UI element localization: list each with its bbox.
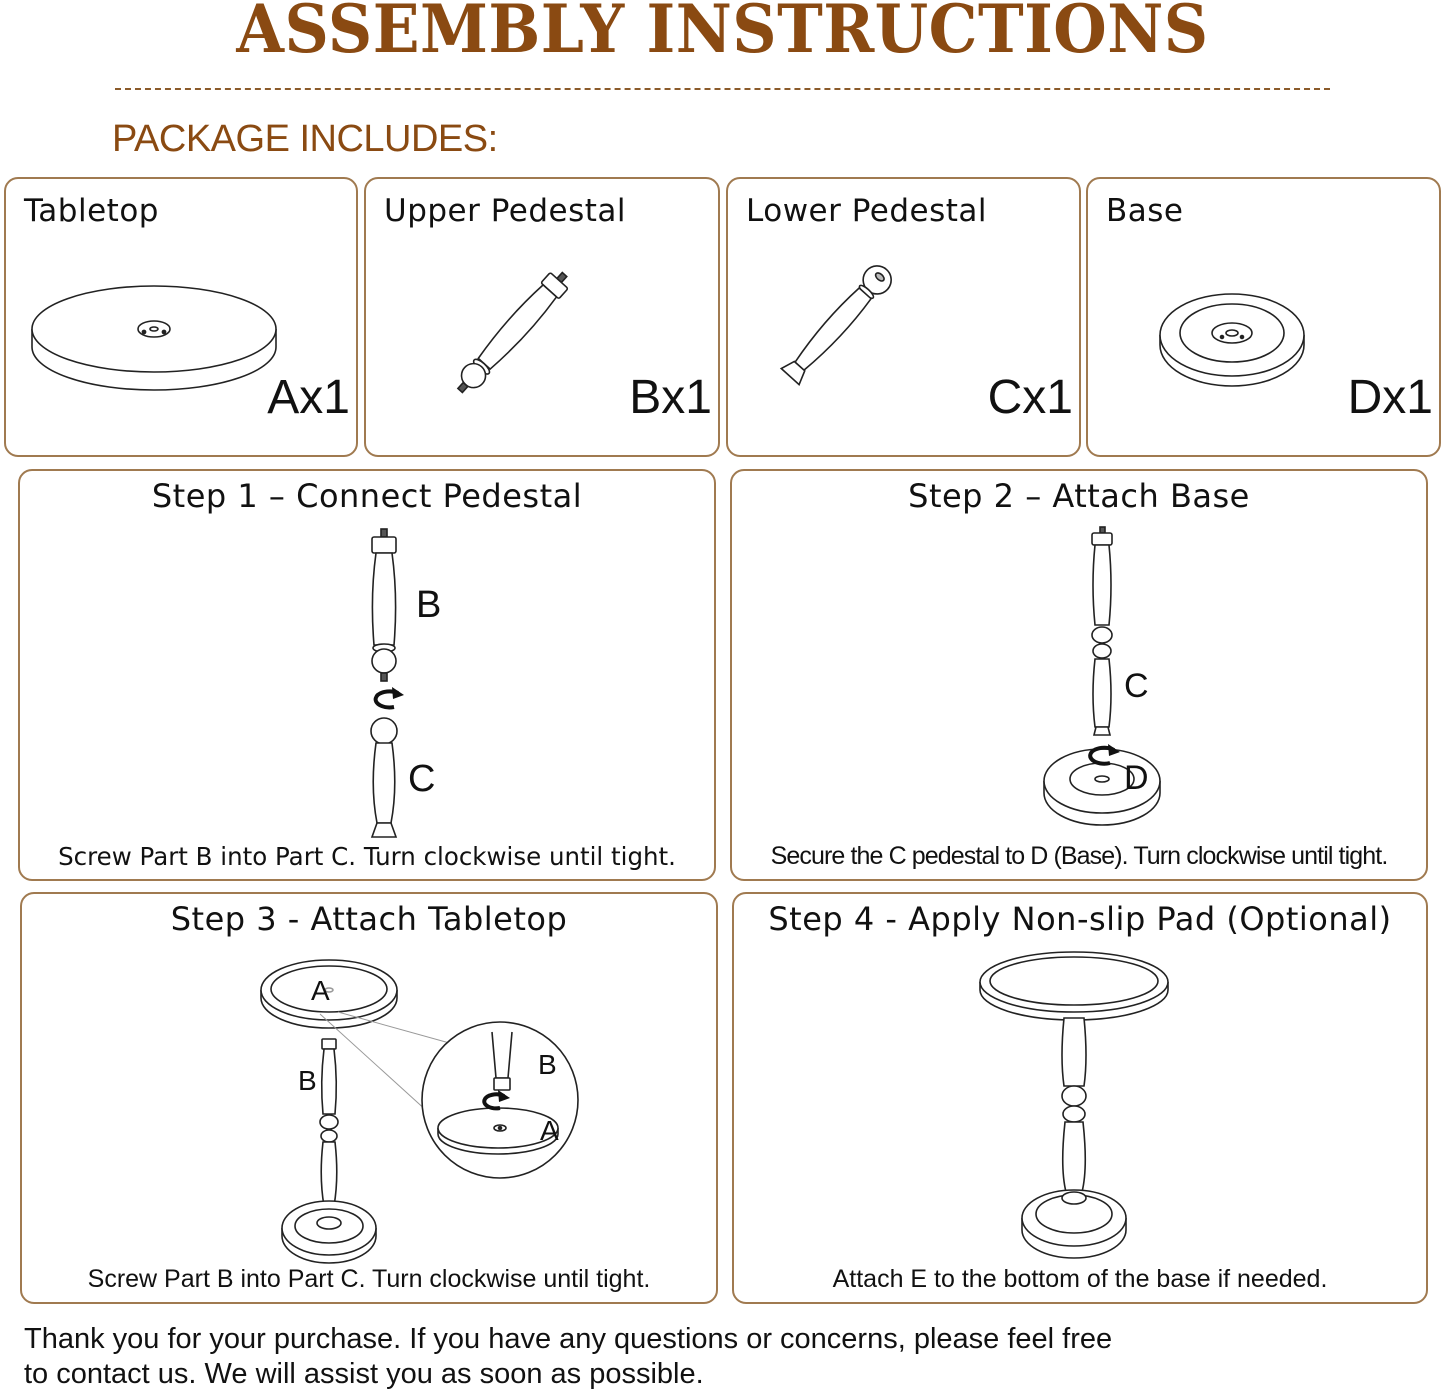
step1-label-c: C xyxy=(408,758,436,800)
step-title: Step 1 – Connect Pedestal xyxy=(151,477,583,515)
thank-you-line-2: to contact us. We will assist you as soon as possible. xyxy=(24,1358,704,1390)
step2-label-c: C xyxy=(1124,667,1149,705)
step3-label-b: B xyxy=(298,1065,317,1096)
step3-detail-label-b: B xyxy=(538,1049,557,1080)
upper-pedestal-illustration xyxy=(436,264,586,404)
step3-illustration xyxy=(258,952,588,1262)
step3-detail-label-a: A xyxy=(540,1115,559,1146)
step-card-1 xyxy=(18,469,716,881)
step3-label-a: A xyxy=(311,975,330,1006)
step-title: Step 4 - Apply Non-slip Pad (Optional) xyxy=(768,900,1392,938)
step-card-4 xyxy=(732,892,1428,1304)
lower-pedestal-illustration xyxy=(758,259,908,399)
step-card-2 xyxy=(730,469,1428,881)
thank-you-line-1: Thank you for your purchase. If you have any questions or concerns, please feel free xyxy=(24,1323,1113,1355)
part-card-lower-pedestal xyxy=(726,177,1081,457)
step2-illustration xyxy=(1032,525,1202,825)
part-card-upper-pedestal xyxy=(364,177,720,457)
step2-label-d: D xyxy=(1124,759,1149,797)
package-includes-heading: PACKAGE INCLUDES: xyxy=(112,118,498,160)
part-quantity: Dx1 xyxy=(1347,371,1433,424)
part-quantity: Cx1 xyxy=(987,371,1073,424)
part-quantity: Bx1 xyxy=(629,371,712,424)
part-card-tabletop xyxy=(4,177,358,457)
part-card-base xyxy=(1086,177,1441,457)
step-caption: Screw Part B into Part C. Turn clockwise until tight. xyxy=(58,842,676,871)
step-caption: Secure the C pedestal to D (Base). Turn clockwise until tight. xyxy=(770,842,1388,870)
step-title: Step 2 – Attach Base xyxy=(908,477,1250,515)
step-card-3 xyxy=(20,892,718,1304)
part-label: Base xyxy=(1106,193,1184,229)
tabletop-illustration xyxy=(26,271,286,401)
part-quantity: Ax1 xyxy=(267,371,350,424)
thank-you-note xyxy=(24,1322,1112,1392)
part-label: Tabletop xyxy=(24,193,159,229)
step-caption: Attach E to the bottom of the base if needed. xyxy=(832,1265,1328,1293)
step4-illustration xyxy=(974,948,1174,1248)
part-label: Lower Pedestal xyxy=(746,193,988,229)
dashed-divider xyxy=(115,88,1330,90)
part-label: Upper Pedestal xyxy=(384,193,627,229)
base-illustration xyxy=(1158,289,1308,389)
step1-label-b: B xyxy=(416,584,442,626)
step-caption: Screw Part B into Part C. Turn clockwise until tight. xyxy=(87,1265,651,1293)
step-title: Step 3 - Attach Tabletop xyxy=(170,900,568,938)
step1-illustration xyxy=(350,527,460,847)
page-title: ASSEMBLY INSTRUCTIONS xyxy=(236,0,1209,68)
